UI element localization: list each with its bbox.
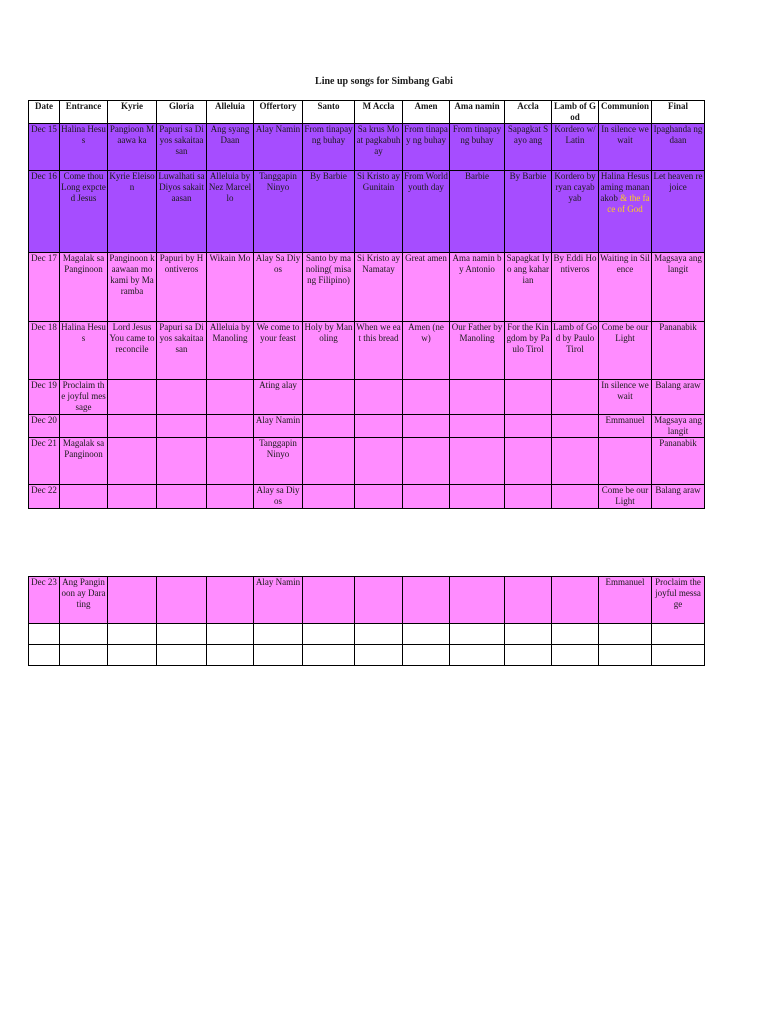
table-cell [108,485,157,509]
table-cell [505,577,552,624]
table-cell [552,253,599,322]
table-cell [505,322,552,380]
cell-text: Dec 19 [31,380,57,390]
table-cell [450,171,505,253]
table-cell [403,322,450,380]
cell-text: Lord Jesus You came to reconcile [109,322,155,354]
table-cell [108,171,157,253]
cell-text: By Barbie [509,171,547,181]
cell-text: By Eddi Hontiveros [553,253,597,274]
table-cell [599,624,652,645]
table-cell [505,253,552,322]
column-header: Date [29,101,60,124]
table-cell [450,485,505,509]
table-cell [355,124,403,171]
table-cell [403,577,450,624]
cell-text: Dec 23 [31,577,57,587]
table-cell [552,415,599,438]
table-row [29,624,705,645]
table-cell [29,380,60,415]
table-cell [303,124,355,171]
table-cell [505,438,552,485]
table-row [29,485,705,509]
table-cell [652,124,705,171]
table-cell [599,438,652,485]
cell-text: Dec 17 [31,253,57,263]
cell-text: In silence we wait [601,124,649,145]
table-cell [29,645,60,666]
cell-text: Tanggapin Ninyo [259,171,297,192]
cell-text: Alay Sa Diyos [255,253,301,274]
table-cell [254,124,303,171]
column-header: Amen [403,101,450,124]
table-cell [207,485,254,509]
table-cell [652,485,705,509]
table-cell [403,253,450,322]
cell-text: Pangioon Maawa ka [109,124,155,145]
table-cell [157,380,207,415]
table-cell [303,380,355,415]
cell-text: Santo by manoling( misang Filipino) [305,253,352,285]
cell-text: Luwalhati sa Diyos sakaitaasan [158,171,205,203]
table-cell [403,624,450,645]
table-cell [355,485,403,509]
cell-text: Ipaghanda ng daan [653,124,703,145]
highlighted-text: & the face of God [607,193,650,214]
table-cell [505,415,552,438]
cell-text: Come be our Light [601,322,649,343]
cell-text: From World youth day [404,171,448,192]
table-cell [60,485,108,509]
table-cell [652,645,705,666]
table-cell [403,485,450,509]
cell-text: Papuri sa Diyos sakaitaasan [159,322,204,354]
table-row [29,415,705,438]
table-cell [652,415,705,438]
table-cell [108,253,157,322]
table-cell [157,415,207,438]
table-cell [303,253,355,322]
cell-text: Come be our Light [601,485,649,506]
column-header: Communion [599,101,652,124]
table-row [29,380,705,415]
table-cell [403,645,450,666]
table-row [29,577,705,624]
song-lineup-table [28,100,705,509]
table-cell [108,322,157,380]
table-cell [403,438,450,485]
table-cell [157,124,207,171]
column-header: M Accla [355,101,403,124]
table-cell [207,624,254,645]
cell-text: In silence we wait [601,380,649,401]
cell-text: Alay sa Diyos [256,485,300,506]
table-cell [254,380,303,415]
cell-text: For the Kingdom by Paulo Tirol [506,322,550,354]
table-cell [505,171,552,253]
cell-text: Great amen [405,253,447,263]
table-cell [254,577,303,624]
table-cell [450,577,505,624]
table-cell [108,624,157,645]
table-cell [355,380,403,415]
table-cell [450,124,505,171]
table-cell [157,645,207,666]
table-cell [599,124,652,171]
column-header: Santo [303,101,355,124]
cell-text: From tinapay ng buhay [404,124,448,145]
table-cell [157,438,207,485]
table-cell [599,171,652,253]
table-cell [552,124,599,171]
table-cell [157,322,207,380]
table-cell [552,438,599,485]
table-cell [505,645,552,666]
table-cell [552,577,599,624]
table-cell [599,645,652,666]
cell-text: Ang Panginoon ay Darating [61,577,106,609]
table-cell [60,124,108,171]
table-row [29,171,705,253]
table-cell [355,438,403,485]
table-cell [552,322,599,380]
table-cell [108,438,157,485]
table-cell [403,415,450,438]
table-cell [108,645,157,666]
cell-text: Alleluia by Manoling [209,322,251,343]
cell-text: Balang araw [655,485,701,495]
table-cell [29,577,60,624]
cell-text: From tinapay ng buhay [304,124,353,145]
cell-text: Halina Hesus [61,322,106,343]
table-cell [403,171,450,253]
cell-text: Dec 21 [31,438,57,448]
table-cell [599,485,652,509]
cell-text: Holy by Manoling [304,322,353,343]
table-cell [355,171,403,253]
table-cell [60,577,108,624]
table-cell [652,171,705,253]
cell-text: Tanggapin Ninyo [259,438,297,459]
table-cell [303,645,355,666]
table-cell [108,577,157,624]
column-header: Ama namin [450,101,505,124]
table-cell [254,171,303,253]
table-cell [303,485,355,509]
cell-text: Our Father by Manoling [451,322,503,343]
table-cell [505,124,552,171]
table-cell [599,415,652,438]
table-cell [450,253,505,322]
cell-text: Kordero w/ Latin [554,124,596,145]
table-cell [254,645,303,666]
table-cell [60,624,108,645]
cell-text: Dec 16 [31,171,57,181]
table-cell [60,645,108,666]
table-cell [652,380,705,415]
table-cell [207,124,254,171]
cell-text: Emmanuel [605,415,645,425]
table-cell [505,380,552,415]
cell-text: Waiting in Silence [600,253,650,274]
table-cell [157,253,207,322]
table-cell [552,171,599,253]
table-cell [303,438,355,485]
document-title: Line up songs for Simbang Gabi [315,76,453,87]
table-cell [157,485,207,509]
table-cell [29,438,60,485]
table-cell [552,380,599,415]
table-cell [652,253,705,322]
cell-text: Magsaya ang langit [654,253,702,274]
column-header: Offertory [254,101,303,124]
table-cell [450,322,505,380]
table-cell [303,577,355,624]
table-cell [552,485,599,509]
table-cell [505,485,552,509]
cell-text: Magsaya ang langit [654,415,702,436]
table-cell [108,415,157,438]
cell-text: Dec 15 [31,124,57,134]
table-cell [60,322,108,380]
table-row [29,438,705,485]
table-cell [60,171,108,253]
table-cell [157,171,207,253]
cell-text: Dec 20 [31,415,57,425]
cell-text: Sapagkat Sayo ang [507,124,549,145]
cell-text: Sa krus Mo at pagkabuhay [356,124,401,156]
column-header: Lamb of God [552,101,599,124]
table-cell [599,577,652,624]
column-header: Kyrie [108,101,157,124]
column-header: Entrance [60,101,108,124]
table-cell [108,380,157,415]
table-cell [450,645,505,666]
cell-text: Pananabik [659,438,697,448]
cell-text: Kyrie Eleison [109,171,155,192]
cell-text: Alay Namin [255,415,301,425]
table-cell [450,380,505,415]
cell-text: Magalak sa Panginoon [62,253,105,274]
table-cell [599,322,652,380]
cell-text: Halina Hesus [61,124,106,145]
table-cell [29,322,60,380]
table-cell [29,485,60,509]
table-cell [450,415,505,438]
table-cell [108,124,157,171]
table-cell [652,624,705,645]
cell-text: Papuri sa Diyos sakaitaasan [159,124,204,156]
table-cell [355,645,403,666]
table-cell [303,171,355,253]
table-cell [29,171,60,253]
table-cell [60,380,108,415]
table-cell [254,438,303,485]
cell-text: Proclaim the joyful message [655,577,701,609]
table-cell [552,624,599,645]
table-cell [29,253,60,322]
header-row [29,101,705,124]
table-cell [157,624,207,645]
table-cell [157,577,207,624]
table-cell [652,438,705,485]
column-header: Alleluia [207,101,254,124]
table-cell [29,415,60,438]
table-cell [355,624,403,645]
cell-text: Lamb of God by Paulo Tirol [553,322,597,354]
table-cell [207,322,254,380]
cell-text: Emmanuel [605,577,645,587]
cell-text: Kordero by ryan cayab yab [554,171,596,203]
table-cell [60,415,108,438]
table-cell [207,253,254,322]
table-cell [207,438,254,485]
table-cell [254,485,303,509]
table-cell [450,438,505,485]
cell-text: Alay Namin [255,124,301,134]
cell-text: Wikain Mo [209,253,251,263]
cell-text: Alay Namin [255,577,301,587]
table-row [29,124,705,171]
table-cell [207,380,254,415]
table-cell [355,322,403,380]
table-cell [29,124,60,171]
table-cell [207,171,254,253]
cell-text: Sapagkat Iyo ang kaharian [506,253,550,285]
table-cell [60,438,108,485]
cell-text: Panginoon kaawaan mo kami by Maramba [109,253,155,296]
column-header: Gloria [157,101,207,124]
cell-text: Magalak sa Panginoon [62,438,105,459]
cell-text: Ama namin by Antonio [452,253,502,274]
cell-text: Dec 18 [31,322,57,332]
cell-text: Barbie [465,171,489,181]
cell-text: Dec 22 [31,485,57,495]
cell-text: Ang syang Daan [210,124,250,145]
table-cell [254,415,303,438]
cell-text: When we eat this bread [356,322,401,343]
table-cell [652,577,705,624]
table-cell [450,624,505,645]
cell-text: Papuri by Hontiveros [159,253,204,274]
table-cell [599,253,652,322]
table-cell [552,645,599,666]
cell-text: Come thou Long expcted Jesus [61,171,106,203]
cell-text: Ating alay [259,380,297,390]
table-cell [355,577,403,624]
table-row [29,645,705,666]
cell-text: Si Kristo ay Namatay [356,253,400,274]
cell-text: Alleluia by Nez Marcello [208,171,252,203]
table-cell [355,253,403,322]
song-lineup-table-continued [28,576,705,666]
table-cell [303,624,355,645]
cell-text: We come to your feast [256,322,300,343]
cell-text: Amen (new) [408,322,444,343]
table-cell [254,322,303,380]
table-cell [29,624,60,645]
table-cell [403,380,450,415]
table-cell [355,415,403,438]
cell-text: From tinapay ng buhay [452,124,502,145]
cell-text: Proclaim the joyful message [61,380,106,412]
table-cell [207,577,254,624]
column-header: Accla [505,101,552,124]
table-cell [60,253,108,322]
cell-text: Balang araw [655,380,701,390]
table-cell [599,380,652,415]
cell-text: Si Kristo ay Gunitain [356,171,400,192]
table-cell [254,253,303,322]
table-cell [207,645,254,666]
table-cell [505,624,552,645]
table-cell [303,322,355,380]
table-row [29,322,705,380]
cell-text: Let heaven rejoice [653,171,703,192]
table-cell [207,415,254,438]
table-cell [254,624,303,645]
table-cell [403,124,450,171]
cell-text: By Barbie [310,171,347,181]
table-cell [652,322,705,380]
cell-text: Halina Hesus aming mananakob [600,171,650,203]
cell-text: Pananabik [659,322,697,332]
column-header: Final [652,101,705,124]
table-row [29,253,705,322]
table-cell [303,415,355,438]
